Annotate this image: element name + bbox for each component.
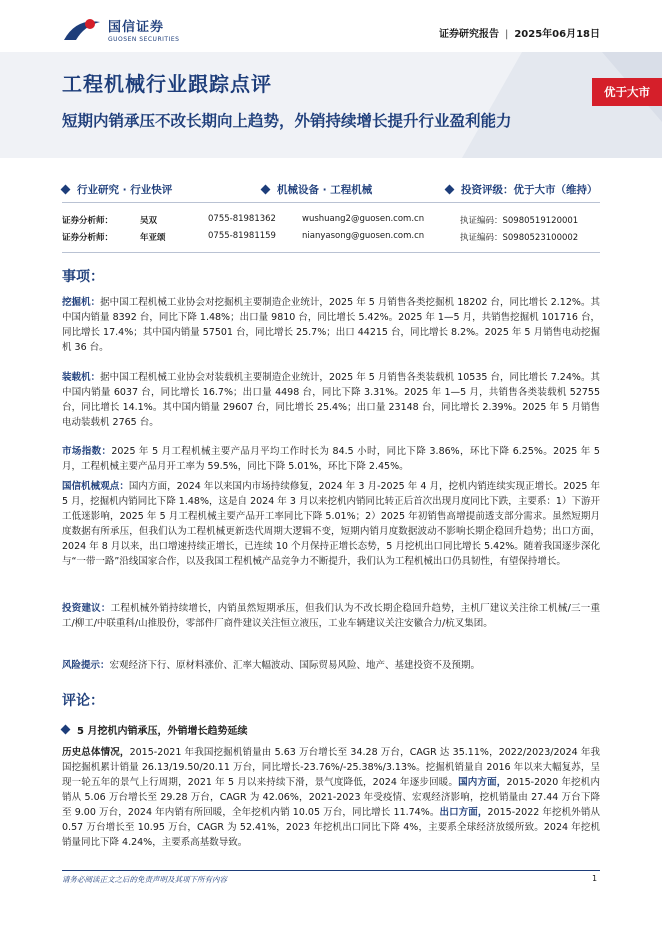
analyst-row <box>62 231 600 245</box>
review-history-paragraph <box>62 745 600 850</box>
report-title: 工程机械行业跟踪点评 <box>62 72 272 96</box>
meta-divider <box>62 202 600 203</box>
diamond-bullet-icon <box>261 185 271 195</box>
paragraph-lead: 国内方面， <box>458 777 507 788</box>
analyst-name: 年亚颂 <box>140 233 166 243</box>
analyst-email[interactable]: wushuang2@guosen.com.cn <box>302 214 425 224</box>
matters-heading: 事项： <box>62 269 104 285</box>
paragraph-body: 2015-2020 年挖机内销从 5.06 万台增长至 29.28 万台，CAGR 为 42.06%，2021-2023 年受疫情、宏观经济影响，挖机销量由 27.44 万台下降至 9.00 万台，2024 年内销有所回暖，全年挖机内销 10.05 万台，同比增长 11.74%。 <box>62 777 600 818</box>
company-logo <box>62 14 179 44</box>
paragraph-body: 2015-2022 年挖机外销从 0.57 万台增长至 10.95 万台，CAGR 为 52.41%，2023 年挖机出口同比下降 4%，主要系全球经济放缓所致。2024 年挖机销量同比下降 4.24%，主要系高基数导致。 <box>62 807 600 848</box>
analyst-divider <box>62 252 600 253</box>
subheading-label: 5 月挖机内销承压，外销增长趋势延续 <box>77 726 248 737</box>
diamond-bullet-icon <box>61 185 71 195</box>
investment-advice-paragraph <box>62 601 600 631</box>
analyst-name: 吴双 <box>140 216 158 226</box>
loader-paragraph <box>62 370 600 430</box>
guosen-logo-icon <box>62 14 102 44</box>
meta-separator: | <box>504 29 509 40</box>
disclaimer-note: 请务必阅读正文之后的免责声明及其项下所有内容 <box>62 875 227 884</box>
paragraph-body: 国内方面，2024 年以来国内市场持续修复，2024 年 3 月-2025 年 4 月，挖机内销连续实现正增长。2025 年 5 月，挖掘机内销同比下降 1.48%，这是自 2024 年 3 月以来挖机内销同比转正后首次出现月度同比下跌，主要系：1）下游开工低迷影响，2025 年 5 月工程机械主要产品开工率同比下降 5.01%；2）2025 年初销售高增提前透支部分需求。虽然短期月度数据有所承压，但我们认为工程机械更新迭代周期大逻辑不变，短期内销月度数据波动不影响长期企稳回升趋势；出口方面，2024 年 8 月以来，出口增速持续正增长，已连续 10 个月保持正增长态势，5 月挖机出口同比增长 5.42%。随着我国逐步深化与“一带一路”沿线国家合作，以及我国工程机械产品竞争力不断提升，我们认为工程机械出口仍具韧性，有望保持增长。 <box>62 481 600 567</box>
paragraph-lead: 国信机械观点： <box>62 481 129 492</box>
analyst-phone: 0755-81981362 <box>208 214 276 224</box>
paragraph-body: 据中国工程机械工业协会对装载机主要制造企业统计，2025 年 5 月销售各类装载机 10535 台，同比增长 7.24%。其中国内销量 6037 台，同比增长 16.7%；出口量 4498 台，同比下降 3.31%。2025 年 1—5 月，共销售各类装载机 52755 台，同比增长 14.1%。其中国内销量 29607 台，同比增长 25.4%；出口量 23148 台，同比增长 2.39%。2025 年 5 月销售电动装载机 2765 台。 <box>62 372 600 428</box>
paragraph-body: 2015-2021 年我国挖掘机销量由 5.63 万台增长至 34.28 万台，CAGR 达 35.11%，2022/2023/2024 年我国挖掘机累计销量 26.13/19.50/20.11 万台，同比增长-23.76%/-25.38%/3.13%。挖掘机销量自 2016 年以来大幅复苏，呈现一轮五年的景气上行周期，2021 年 5 月以来持续下滑，景气度降低，2024 年逐步回暖。 <box>62 747 600 788</box>
sector-label: 机械设备 · 工程机械 <box>277 184 373 196</box>
paragraph-lead: 市场指数： <box>62 446 112 457</box>
top-header <box>0 0 662 52</box>
review-heading: 评论： <box>62 693 104 709</box>
paragraph-body: 工程机械外销持续增长，内销虽然短期承压，但我们认为不改长期企稳回升趋势，主机厂建议关注徐工机械/三一重工/柳工/中联重科/山推股份，零部件厂商件建议关注恒立液压，工业车辆建议关注安徽合力/杭叉集团。 <box>62 603 600 629</box>
paragraph-lead: 出口方面， <box>439 807 488 818</box>
rating-label: 投资评级：优于大市（维持） <box>461 184 598 196</box>
paragraph-body: 宏观经济下行、原材料涨价、汇率大幅波动、国际贸易风险、地产、基建投资不及预期。 <box>109 660 481 671</box>
analyst-phone: 0755-81981159 <box>208 231 276 241</box>
paragraph-lead: 装载机： <box>62 372 101 383</box>
paragraph-body: 2025 年 5 月工程机械主要产品月平均工作时长为 84.5 小时，同比下降 3.86%，环比下降 6.25%。2025 年 5 月，工程机械主要产品月开工率为 59.5%，同比下降 5.01%，环比下降 2.45%。 <box>62 446 600 472</box>
report-type: 证券研究报告 <box>438 29 499 40</box>
analyst-role: 证券分析师： <box>62 233 114 243</box>
paragraph-lead: 风险提示： <box>62 660 110 671</box>
analyst-cert: 执证编码：S0980519120001 <box>460 216 579 226</box>
rating-badge: 优于大市 <box>592 78 662 106</box>
report-subtitle: 短期内销承压不改长期向上趋势，外销持续增长提升行业盈利能力 <box>62 112 512 130</box>
analyst-row <box>62 214 600 228</box>
review-subheading <box>62 722 247 737</box>
risk-paragraph <box>62 658 600 673</box>
logo-chinese-name: 国信证券 <box>108 19 165 35</box>
market-index-paragraph <box>62 444 600 474</box>
sector-tag <box>262 182 372 197</box>
paragraph-lead: 投资建议： <box>62 603 111 614</box>
analyst-cert: 执证编码：S0980523100002 <box>460 233 579 243</box>
rating-tag <box>446 182 598 197</box>
footer-divider <box>62 870 600 871</box>
category-tag <box>62 182 172 197</box>
diamond-bullet-icon <box>445 185 455 195</box>
paragraph-lead: 挖掘机： <box>62 297 101 308</box>
analyst-role: 证券分析师： <box>62 216 114 226</box>
guosen-view-paragraph <box>62 479 600 569</box>
excavator-paragraph <box>62 295 600 355</box>
diamond-bullet-icon <box>61 725 71 735</box>
page-number: 1 <box>592 874 598 883</box>
report-date: 2025年06月18日 <box>514 29 600 40</box>
paragraph-lead: 历史总体情况， <box>62 747 130 758</box>
category-label: 行业研究 · 行业快评 <box>77 184 173 196</box>
logo-english-name: GUOSEN SECURITIES <box>108 35 180 43</box>
analyst-email[interactable]: nianyasong@guosen.com.cn <box>302 231 425 241</box>
title-banner <box>0 52 662 158</box>
report-meta <box>439 25 600 40</box>
paragraph-body: 据中国工程机械工业协会对挖掘机主要制造企业统计，2025 年 5 月销售各类挖掘机 18202 台，同比增长 2.12%。其中国内销量 8392 台，同比下降 1.48%；出口量 9810 台，同比增长 5.42%。2025 年 1—5 月，共销售挖掘机 101716 台，同比增长 17.4%；其中国内销量 57501 台，同比增长 25.7%；出口 44215 台，同比增长 8.2%。2025 年 5 月销售电动挖掘机 36 台。 <box>62 297 600 353</box>
